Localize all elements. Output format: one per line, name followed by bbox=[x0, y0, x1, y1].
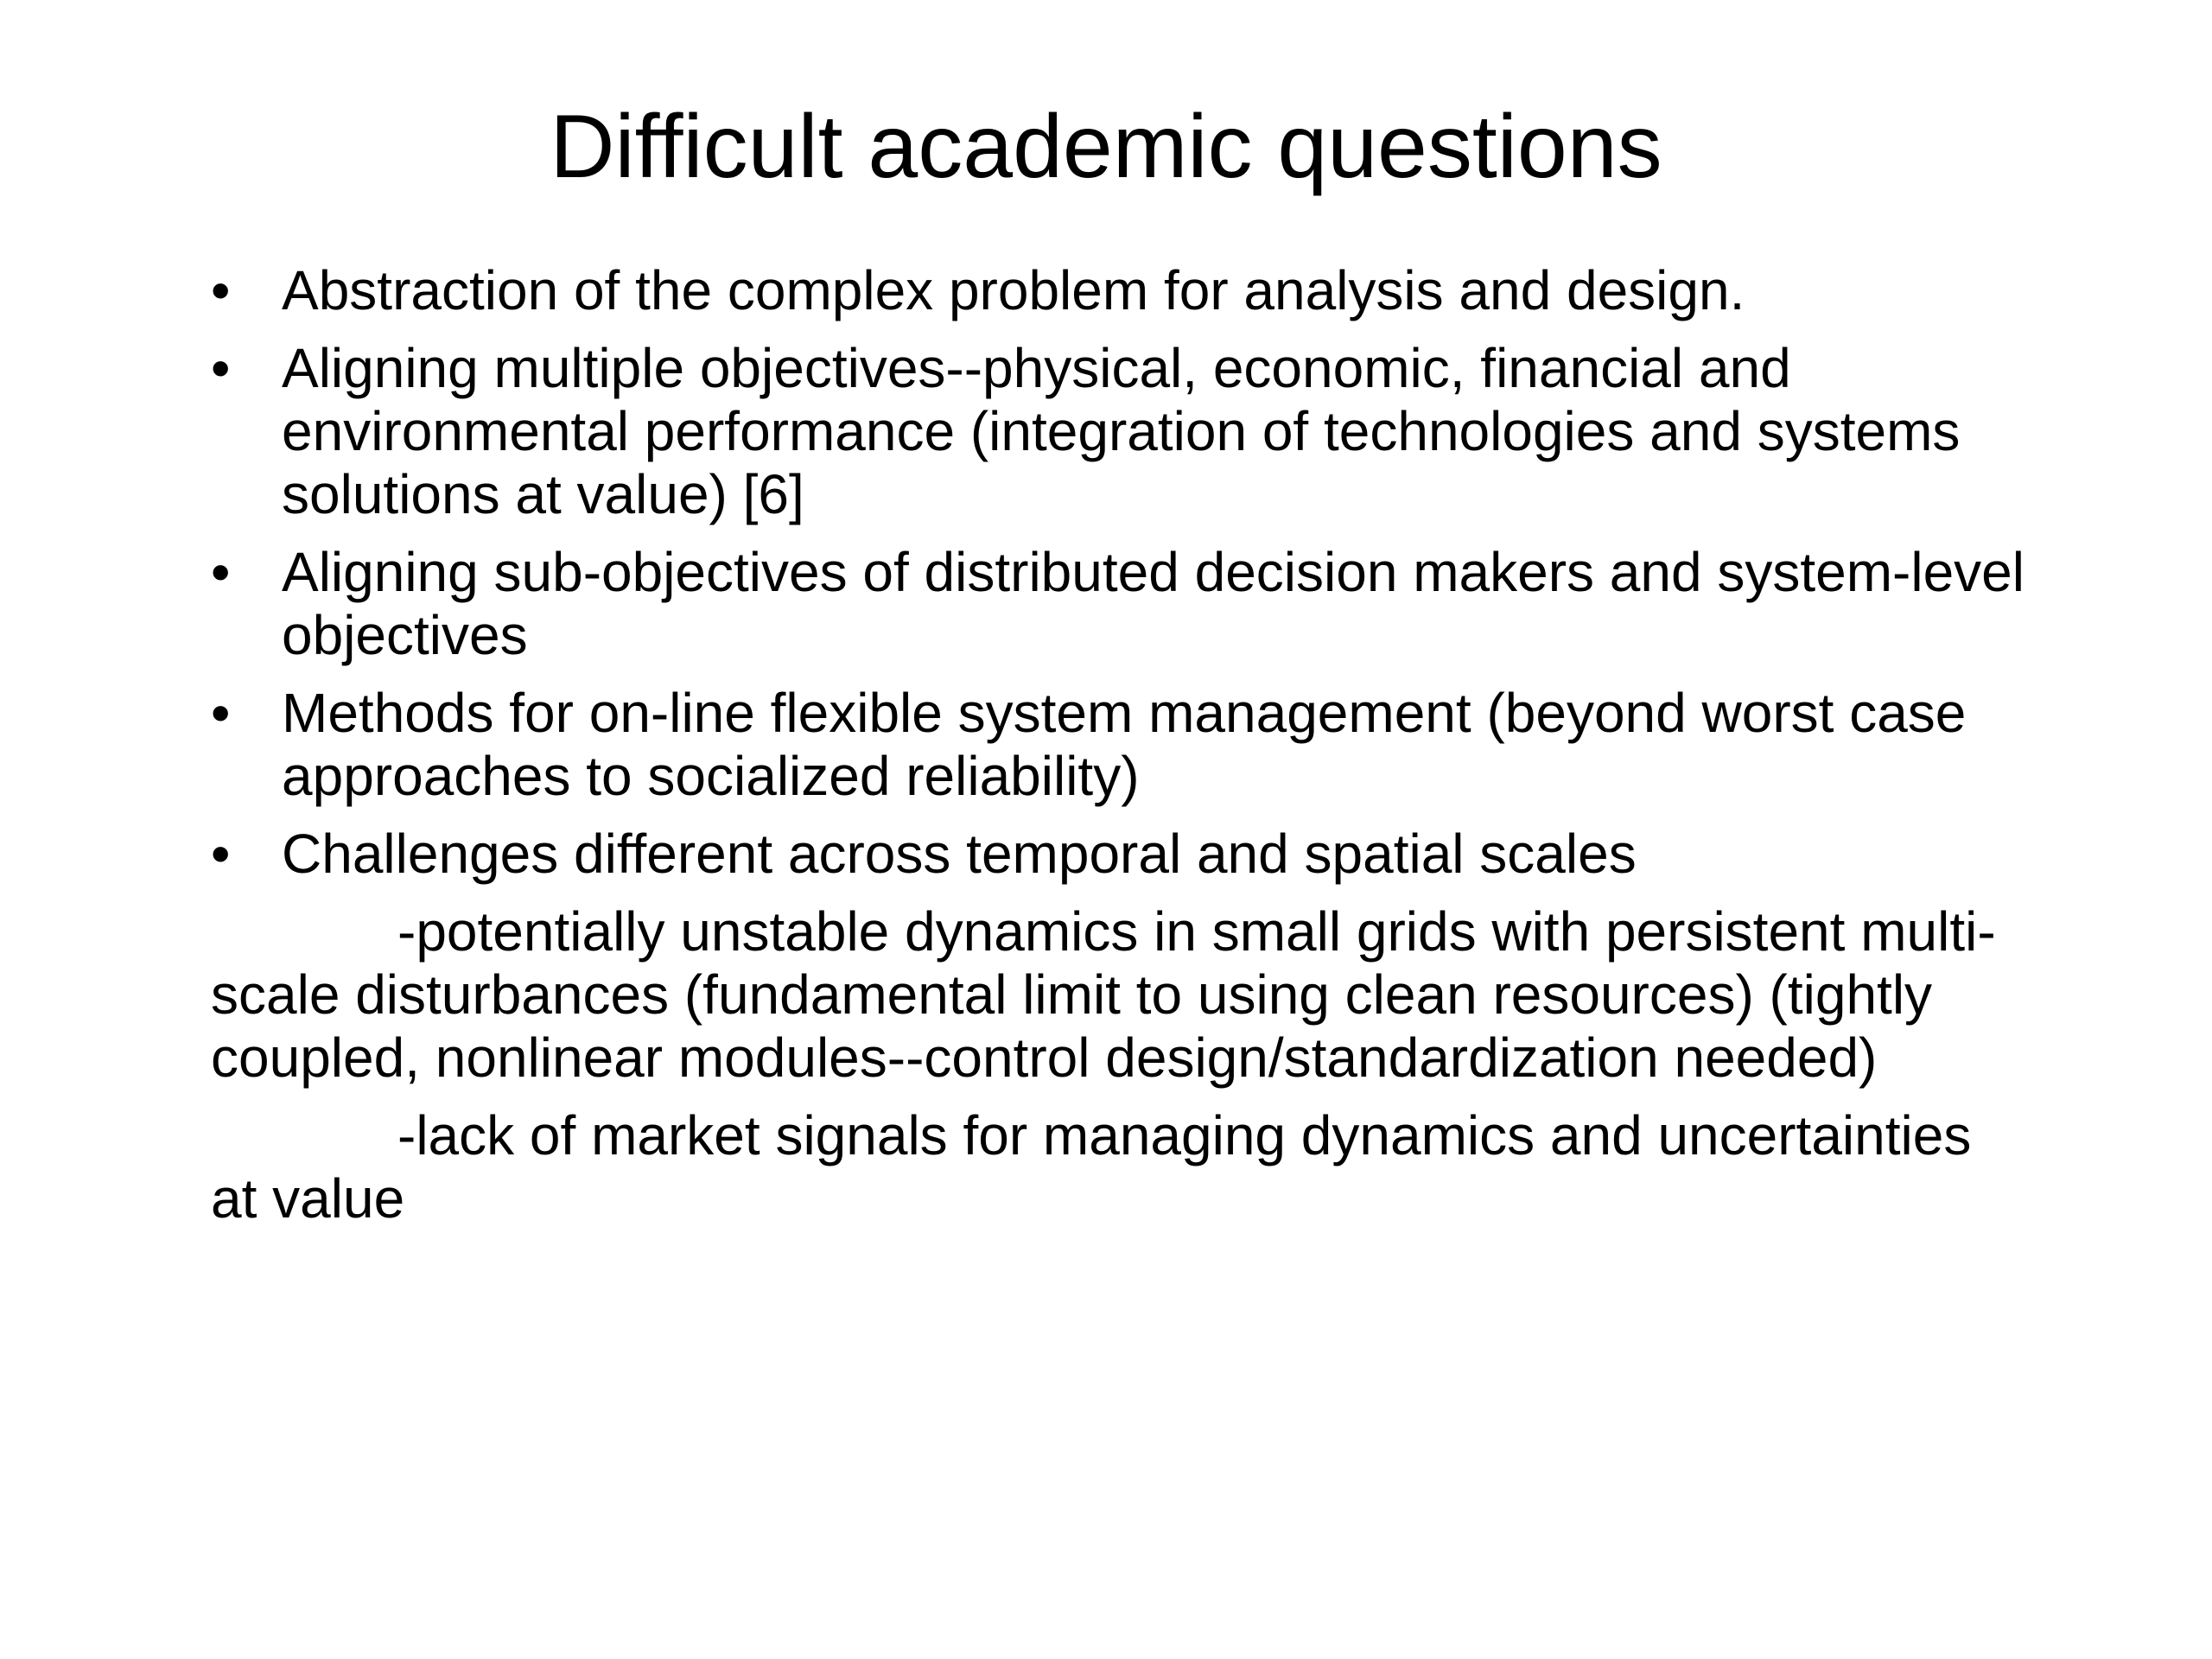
bullet-item-multiple-objectives bbox=[211, 337, 2025, 526]
bullet-icon: • bbox=[211, 337, 231, 399]
bullet-icon: • bbox=[211, 682, 231, 744]
bullet-item-methods bbox=[211, 682, 2025, 808]
bullet-icon: • bbox=[211, 259, 231, 321]
bullet-item-sub-objectives bbox=[211, 541, 2025, 667]
bullet-text: Methods for on-line flexible system management (beyond worst case approaches to socialized reliability) bbox=[282, 682, 1967, 807]
bullet-text: Aligning sub-objectives of distributed decision makers and system-level objectives bbox=[282, 541, 2024, 666]
bullet-item-challenges bbox=[211, 823, 2025, 886]
bullet-text: Abstraction of the complex problem for analysis and design. bbox=[282, 259, 1745, 321]
slide-body bbox=[211, 259, 2025, 1245]
bullet-icon: • bbox=[211, 823, 231, 885]
bullet-icon: • bbox=[211, 541, 231, 603]
sub-paragraph-unstable-dynamics: -potentially unstable dynamics in small grids with persistent multi-scale disturbances (fundamental limit to using clean resources) (tightly coupled, nonlinear modules--control design/standardization needed) bbox=[211, 900, 1996, 1089]
bullet-item-abstraction bbox=[211, 259, 2025, 322]
slide-title: Difficult academic questions bbox=[550, 97, 1662, 197]
bullet-text: Challenges different across temporal and spatial scales bbox=[282, 823, 1637, 885]
bullet-list bbox=[211, 259, 2025, 886]
bullet-text: Aligning multiple objectives--physical, economic, financial and environmental performance (integration of technologies and systems solutions at value) [6] bbox=[282, 337, 1961, 525]
sub-paragraph-market-signals: -lack of market signals for managing dynamics and uncertainties at value bbox=[211, 1104, 1972, 1230]
